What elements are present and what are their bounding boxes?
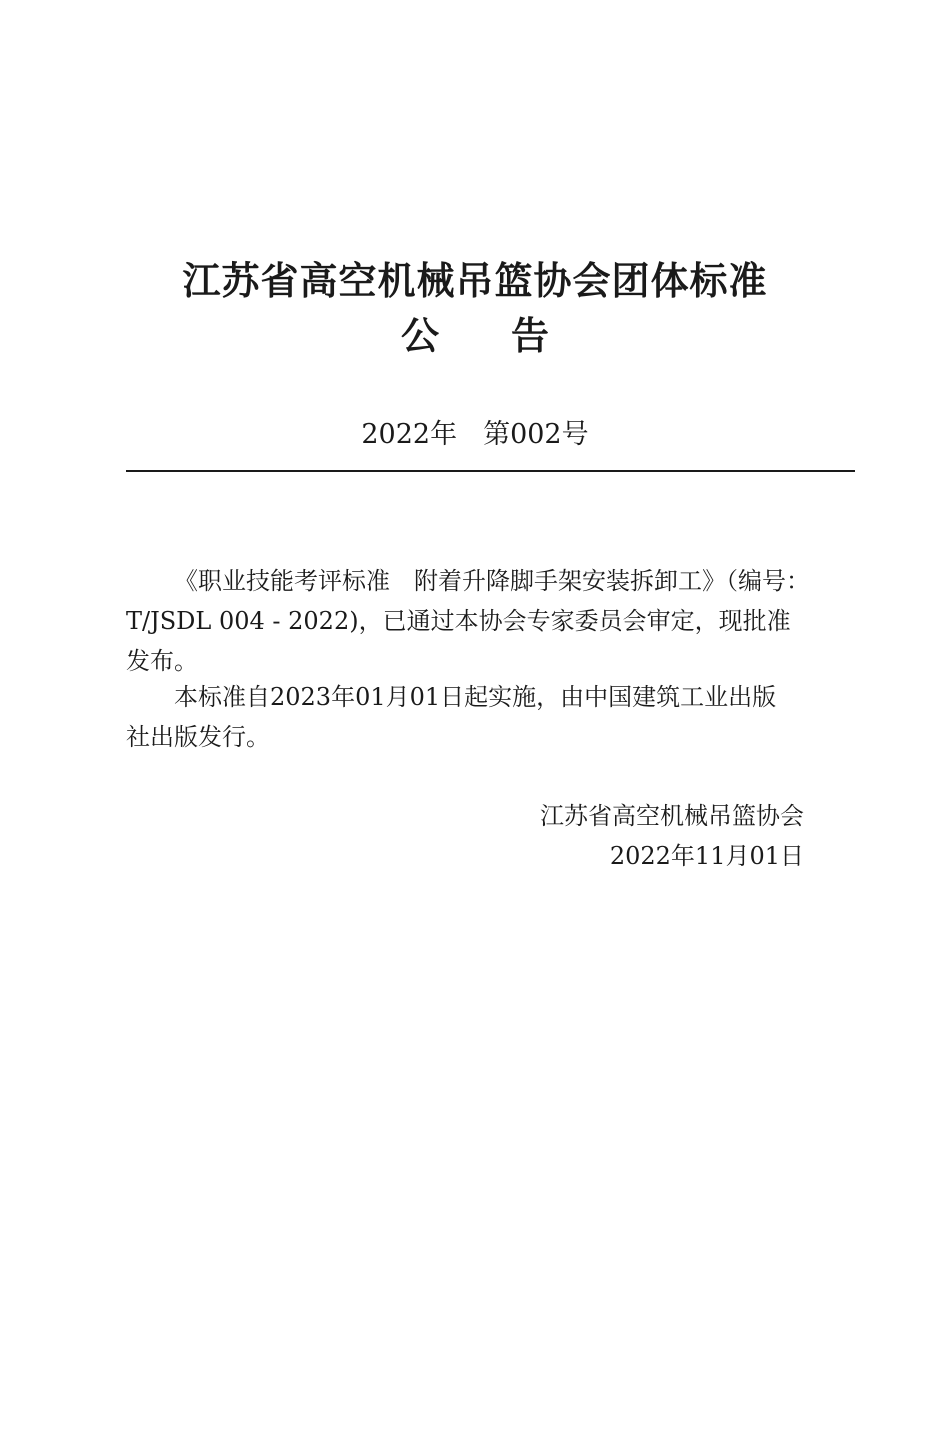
issue-line [0,412,950,451]
signature-organization: 江苏省高空机械吊篮协会 [540,802,804,830]
paragraph-1-line-3: 发布。 [126,647,198,675]
paragraph-1-line-1: 《职业技能考评标准 附着升降脚手架安装拆卸工》（编号： [174,567,810,595]
announcement-paragraph-2 [126,677,855,757]
paragraph-2-line-1: 本标准自2023年01月01日起实施，由中国建筑工业出版 [174,683,777,711]
issue-year: 2022年 [361,419,458,450]
signature-date: 2022年11月01日 [609,842,804,870]
paragraph-2-line-2: 社出版发行。 [126,723,270,751]
document-title: 江苏省高空机械吊篮协会团体标准 [182,259,768,303]
paragraph-1-line-2: T/JSDL 004 - 2022)，已通过本协会专家委员会审定，现批准 [126,607,791,635]
issue-number: 第002号 [483,419,589,450]
header-divider [126,470,855,472]
document-subtitle: 公告 [400,314,621,358]
announcement-paragraph-1 [126,561,855,681]
